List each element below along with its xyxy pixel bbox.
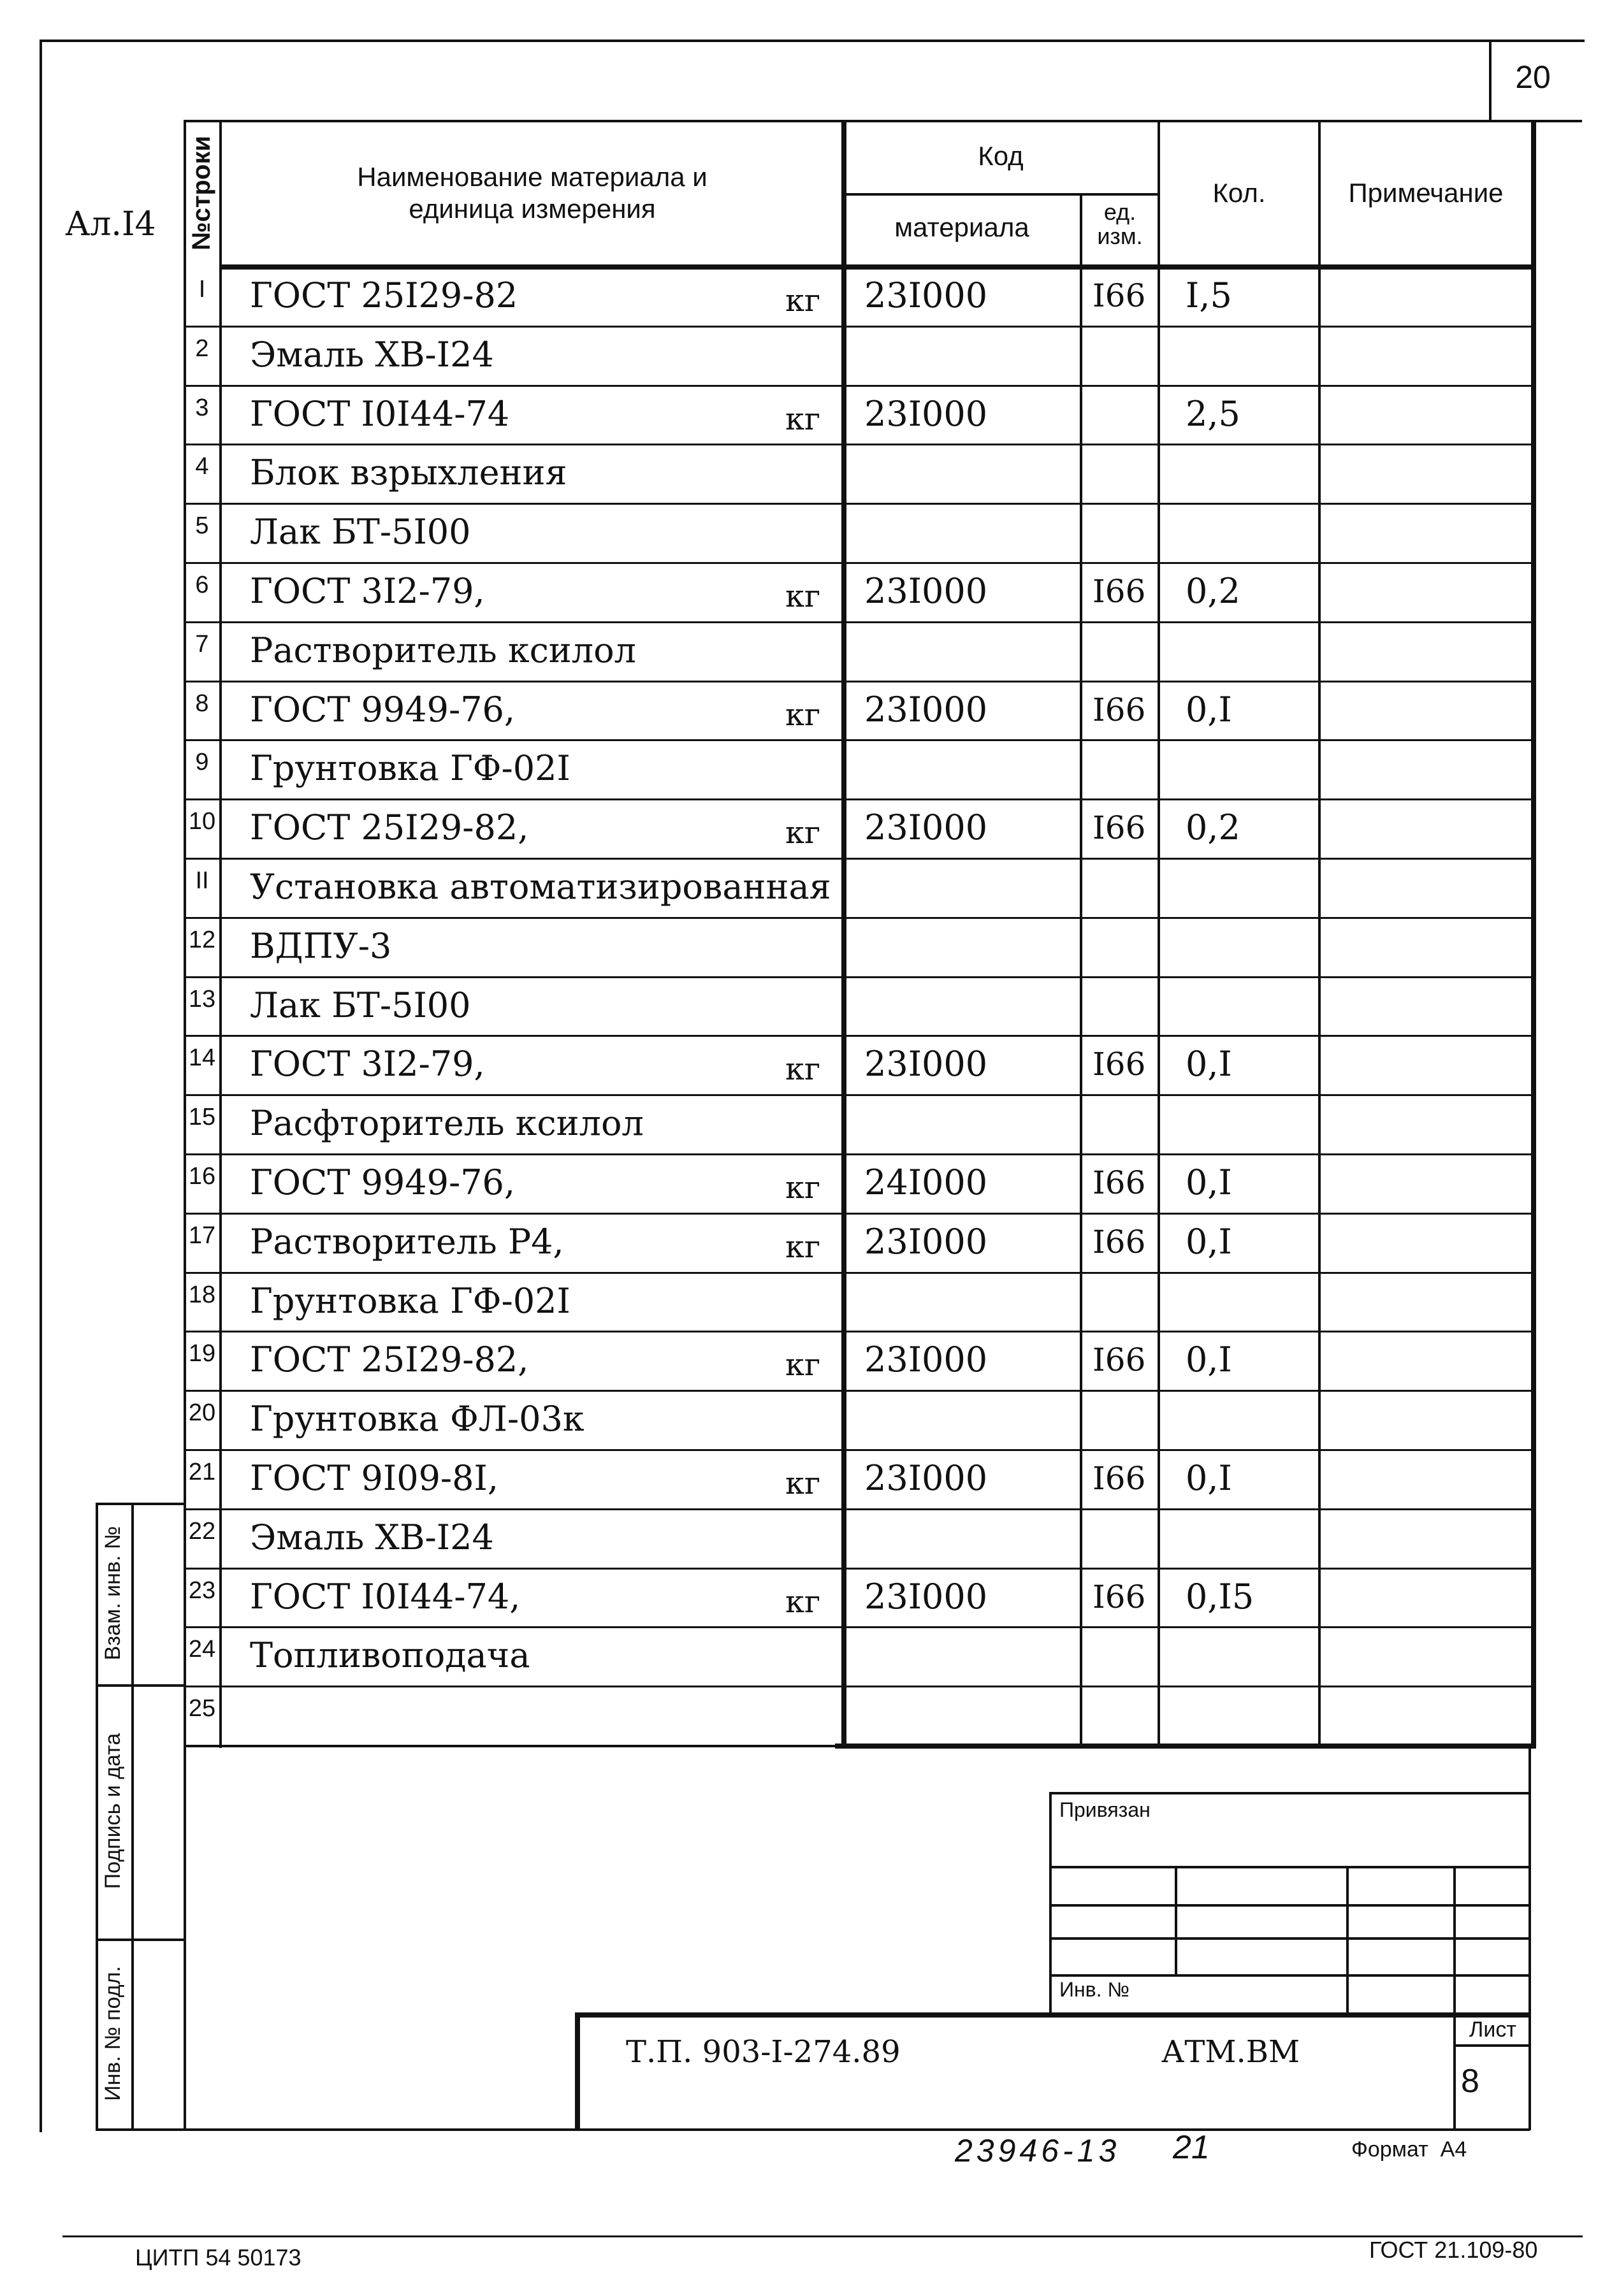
- material-name: ГОСТ 25I29-82,: [250, 1339, 529, 1380]
- row-separator: [184, 562, 1534, 564]
- side-strip-mid: [131, 1503, 134, 2130]
- row-number: 19: [188, 1340, 216, 1368]
- row-number: 9: [195, 749, 209, 776]
- material-code: 23I000: [864, 1044, 988, 1085]
- privyazan-top: [1049, 1792, 1528, 1794]
- material-name: Эмаль ХВ-I24: [250, 1517, 494, 1557]
- material-name: ГОСТ 3I2-79,: [250, 571, 485, 611]
- privyazan-line3: [1049, 1937, 1528, 1940]
- material-name: ГОСТ 9I09-8I,: [250, 1458, 499, 1498]
- quantity: 0,I: [1186, 1162, 1232, 1202]
- material-name: ГОСТ 9949-76,: [250, 1162, 516, 1202]
- row-number: II: [195, 867, 209, 894]
- row-number: 13: [188, 985, 216, 1013]
- unit-code: I66: [1093, 1223, 1146, 1260]
- quantity: 0,I: [1186, 1044, 1232, 1085]
- row-separator: [184, 681, 1534, 682]
- row-separator: [184, 1449, 1534, 1451]
- row-separator: [184, 503, 1534, 505]
- unit-code: I66: [1093, 691, 1146, 728]
- header-bottom-line: [219, 264, 1536, 270]
- material-name: Установка автоматизированная: [250, 867, 831, 907]
- row-number: 25: [188, 1695, 216, 1722]
- header-name: Наименование материала и единица измерения: [357, 162, 708, 224]
- row-separator: [184, 326, 1534, 328]
- material-name: Эмаль ХВ-I24: [250, 334, 494, 375]
- row-number: 22: [188, 1517, 216, 1545]
- header-code-material: материала: [894, 212, 1029, 242]
- code-sub-line: [841, 193, 1160, 196]
- unit-label: кг: [785, 1051, 821, 1088]
- header-qty: Кол.: [1212, 178, 1266, 208]
- unit-code: I66: [1093, 1460, 1146, 1497]
- unit-code: I66: [1093, 1341, 1146, 1379]
- header-code: Код: [978, 141, 1024, 171]
- stamp-top-line: [184, 1745, 1528, 1747]
- material-name: Грунтовка ГФ-02I: [250, 748, 570, 789]
- row-separator: [184, 1568, 1534, 1570]
- col-line-right: [1531, 120, 1536, 1746]
- row-number: 23: [188, 1577, 216, 1604]
- col-line-unit: [1158, 120, 1160, 1746]
- handwritten-number: 23946-13: [955, 2133, 1121, 2169]
- quantity: 0,I: [1186, 1221, 1232, 1262]
- material-code: 23I000: [864, 1221, 988, 1262]
- row-separator: [184, 798, 1534, 800]
- unit-code: I66: [1093, 1164, 1146, 1201]
- material-code: 23I000: [864, 689, 988, 730]
- unit-code: I66: [1093, 573, 1146, 610]
- list-col-line: [1453, 2012, 1456, 2130]
- material-code: 23I000: [864, 1576, 988, 1617]
- row-number: 20: [188, 1399, 216, 1427]
- footer-left-code: ЦИТП 54 50173: [135, 2244, 301, 2271]
- privyazan-col2: [1346, 1866, 1349, 2015]
- row-number: 8: [195, 690, 209, 717]
- sheet-reference: Ал.I4: [65, 205, 156, 243]
- material-name: ГОСТ I0I44-74: [250, 393, 510, 434]
- row-number: 7: [195, 630, 209, 658]
- format-label: Формат А4: [1351, 2137, 1467, 2162]
- material-name: Лак БТ-5I00: [250, 512, 471, 552]
- side-strip-div2: [96, 1939, 185, 1941]
- stamp-bottom-line: [96, 2128, 1530, 2131]
- quantity: I,5: [1186, 275, 1232, 315]
- unit-label: кг: [785, 579, 821, 614]
- privyazan-left: [1049, 1792, 1052, 2015]
- side-label-vzam: Взам. инв. №: [101, 1526, 125, 1661]
- material-name: Лак БТ-5I00: [250, 985, 471, 1025]
- material-name: ГОСТ 25I29-82: [250, 275, 518, 315]
- row-separator: [184, 385, 1534, 387]
- material-name: Растворитель Р4,: [250, 1221, 564, 1262]
- row-separator: [184, 1626, 1534, 1628]
- header-row-number: №строки: [187, 136, 215, 250]
- quantity: 0,I: [1186, 689, 1232, 730]
- quantity: 2,5: [1186, 393, 1240, 434]
- title-block-top: [575, 2012, 1528, 2018]
- header-top-line: [184, 120, 1536, 122]
- side-strip-div1: [96, 1684, 185, 1687]
- privyazan-line4: [1049, 1974, 1528, 1977]
- row-separator: [184, 444, 1534, 445]
- material-name: Топливоподача: [250, 1635, 530, 1676]
- side-label-podpis: Подпись и дата: [101, 1733, 125, 1889]
- material-name: ГОСТ 3I2-79,: [250, 1044, 485, 1085]
- list-label: Лист: [1469, 2018, 1516, 2042]
- row-separator: [184, 1686, 1534, 1687]
- side-label-inv-podl: Инв. № подл.: [101, 1966, 125, 2101]
- list-sub-line: [1453, 2044, 1528, 2047]
- row-number: 6: [195, 572, 209, 598]
- privyazan-label: Привязан: [1059, 1798, 1151, 1821]
- unit-label: кг: [785, 815, 821, 851]
- material-name: ГОСТ I0I44-74,: [250, 1576, 521, 1617]
- header-code-unit: ед. изм.: [1097, 199, 1143, 249]
- material-code: 23I000: [864, 1458, 988, 1498]
- privyazan-line1: [1049, 1866, 1528, 1868]
- row-number: 4: [195, 453, 209, 480]
- row-separator: [184, 858, 1534, 860]
- row-separator: [184, 1272, 1534, 1274]
- handwritten-number-2: 21: [1173, 2129, 1210, 2166]
- material-name: ВДПУ-3: [250, 925, 392, 966]
- row-separator: [184, 1153, 1534, 1155]
- page-number-divider: [1489, 40, 1492, 121]
- list-value: 8: [1461, 2063, 1479, 2100]
- document-designation: Т.П. 903-I-274.89: [626, 2034, 901, 2070]
- title-block-left: [575, 2012, 580, 2130]
- row-number: 18: [188, 1281, 216, 1308]
- unit-label: кг: [785, 1347, 821, 1383]
- material-code: 23I000: [864, 275, 988, 315]
- material-name: Расфторитель ксилол: [250, 1103, 644, 1144]
- row-number: I: [198, 276, 206, 303]
- unit-label: кг: [785, 283, 821, 319]
- material-name: Грунтовка ФЛ-03к: [250, 1399, 584, 1440]
- document-code: АТМ.ВМ: [1161, 2034, 1300, 2070]
- quantity: 0,I5: [1186, 1576, 1254, 1617]
- row-number: 14: [188, 1044, 216, 1072]
- stamp-right-line: [1528, 1745, 1531, 2130]
- row-number: 2: [195, 335, 209, 362]
- material-name: Растворитель ксилол: [250, 630, 636, 670]
- footer-gost: ГОСТ 21.109-80: [1369, 2237, 1538, 2263]
- row-number: 16: [188, 1163, 216, 1190]
- inv-no-label: Инв. №: [1059, 1978, 1129, 2001]
- privyazan-col3: [1453, 1866, 1456, 2015]
- row-separator: [184, 976, 1534, 978]
- material-name: Грунтовка ГФ-02I: [250, 1280, 570, 1321]
- row-separator: [184, 1390, 1534, 1392]
- row-separator: [184, 621, 1534, 623]
- row-number: 24: [188, 1636, 216, 1663]
- material-code: 23I000: [864, 571, 988, 611]
- row-number: 10: [188, 808, 216, 835]
- quantity: 0,2: [1186, 571, 1240, 611]
- material-code: 24I000: [864, 1162, 988, 1202]
- material-name: ГОСТ 9949-76,: [250, 689, 516, 730]
- unit-label: кг: [785, 697, 821, 733]
- material-code: 23I000: [864, 1339, 988, 1380]
- material-name: ГОСТ 25I29-82,: [250, 807, 529, 848]
- material-name: Блок взрыхления: [250, 452, 567, 493]
- quantity: 0,I: [1186, 1339, 1232, 1380]
- material-code: 23I000: [864, 807, 988, 848]
- unit-code: I66: [1093, 277, 1146, 314]
- header-note: Примечание: [1348, 178, 1504, 208]
- quantity: 0,I: [1186, 1458, 1232, 1498]
- row-separator: [184, 1213, 1534, 1215]
- quantity: 0,2: [1186, 807, 1240, 848]
- col-line-qty: [1318, 120, 1321, 1746]
- unit-label: кг: [785, 401, 821, 437]
- unit-code: I66: [1093, 1578, 1146, 1615]
- row-separator: [184, 1035, 1534, 1037]
- row-separator: [184, 739, 1534, 741]
- row-separator: [184, 1508, 1534, 1510]
- unit-label: кг: [785, 1170, 821, 1206]
- row-number: 5: [195, 512, 209, 540]
- row-number: 17: [188, 1222, 216, 1249]
- col-line-name: [841, 120, 846, 1745]
- row-separator: [184, 1094, 1534, 1096]
- privyazan-col1: [1175, 1866, 1177, 1974]
- footer-rule: [62, 2235, 1583, 2237]
- unit-code: I66: [1093, 1046, 1146, 1083]
- row-number: 15: [188, 1104, 216, 1131]
- row-separator: [184, 917, 1534, 919]
- material-code: 23I000: [864, 393, 988, 434]
- privyazan-line2: [1049, 1904, 1528, 1907]
- page-number: 20: [1515, 59, 1551, 95]
- row-number: 12: [188, 926, 216, 953]
- row-separator: [184, 1331, 1534, 1332]
- unit-label: кг: [785, 1229, 821, 1265]
- unit-code: I66: [1093, 809, 1146, 847]
- unit-label: кг: [785, 1466, 821, 1501]
- row-number: 21: [188, 1459, 216, 1485]
- unit-label: кг: [785, 1584, 821, 1620]
- col-line-material: [1080, 194, 1082, 1746]
- col-line-rowno: [219, 120, 222, 1748]
- row-number: 3: [195, 394, 209, 421]
